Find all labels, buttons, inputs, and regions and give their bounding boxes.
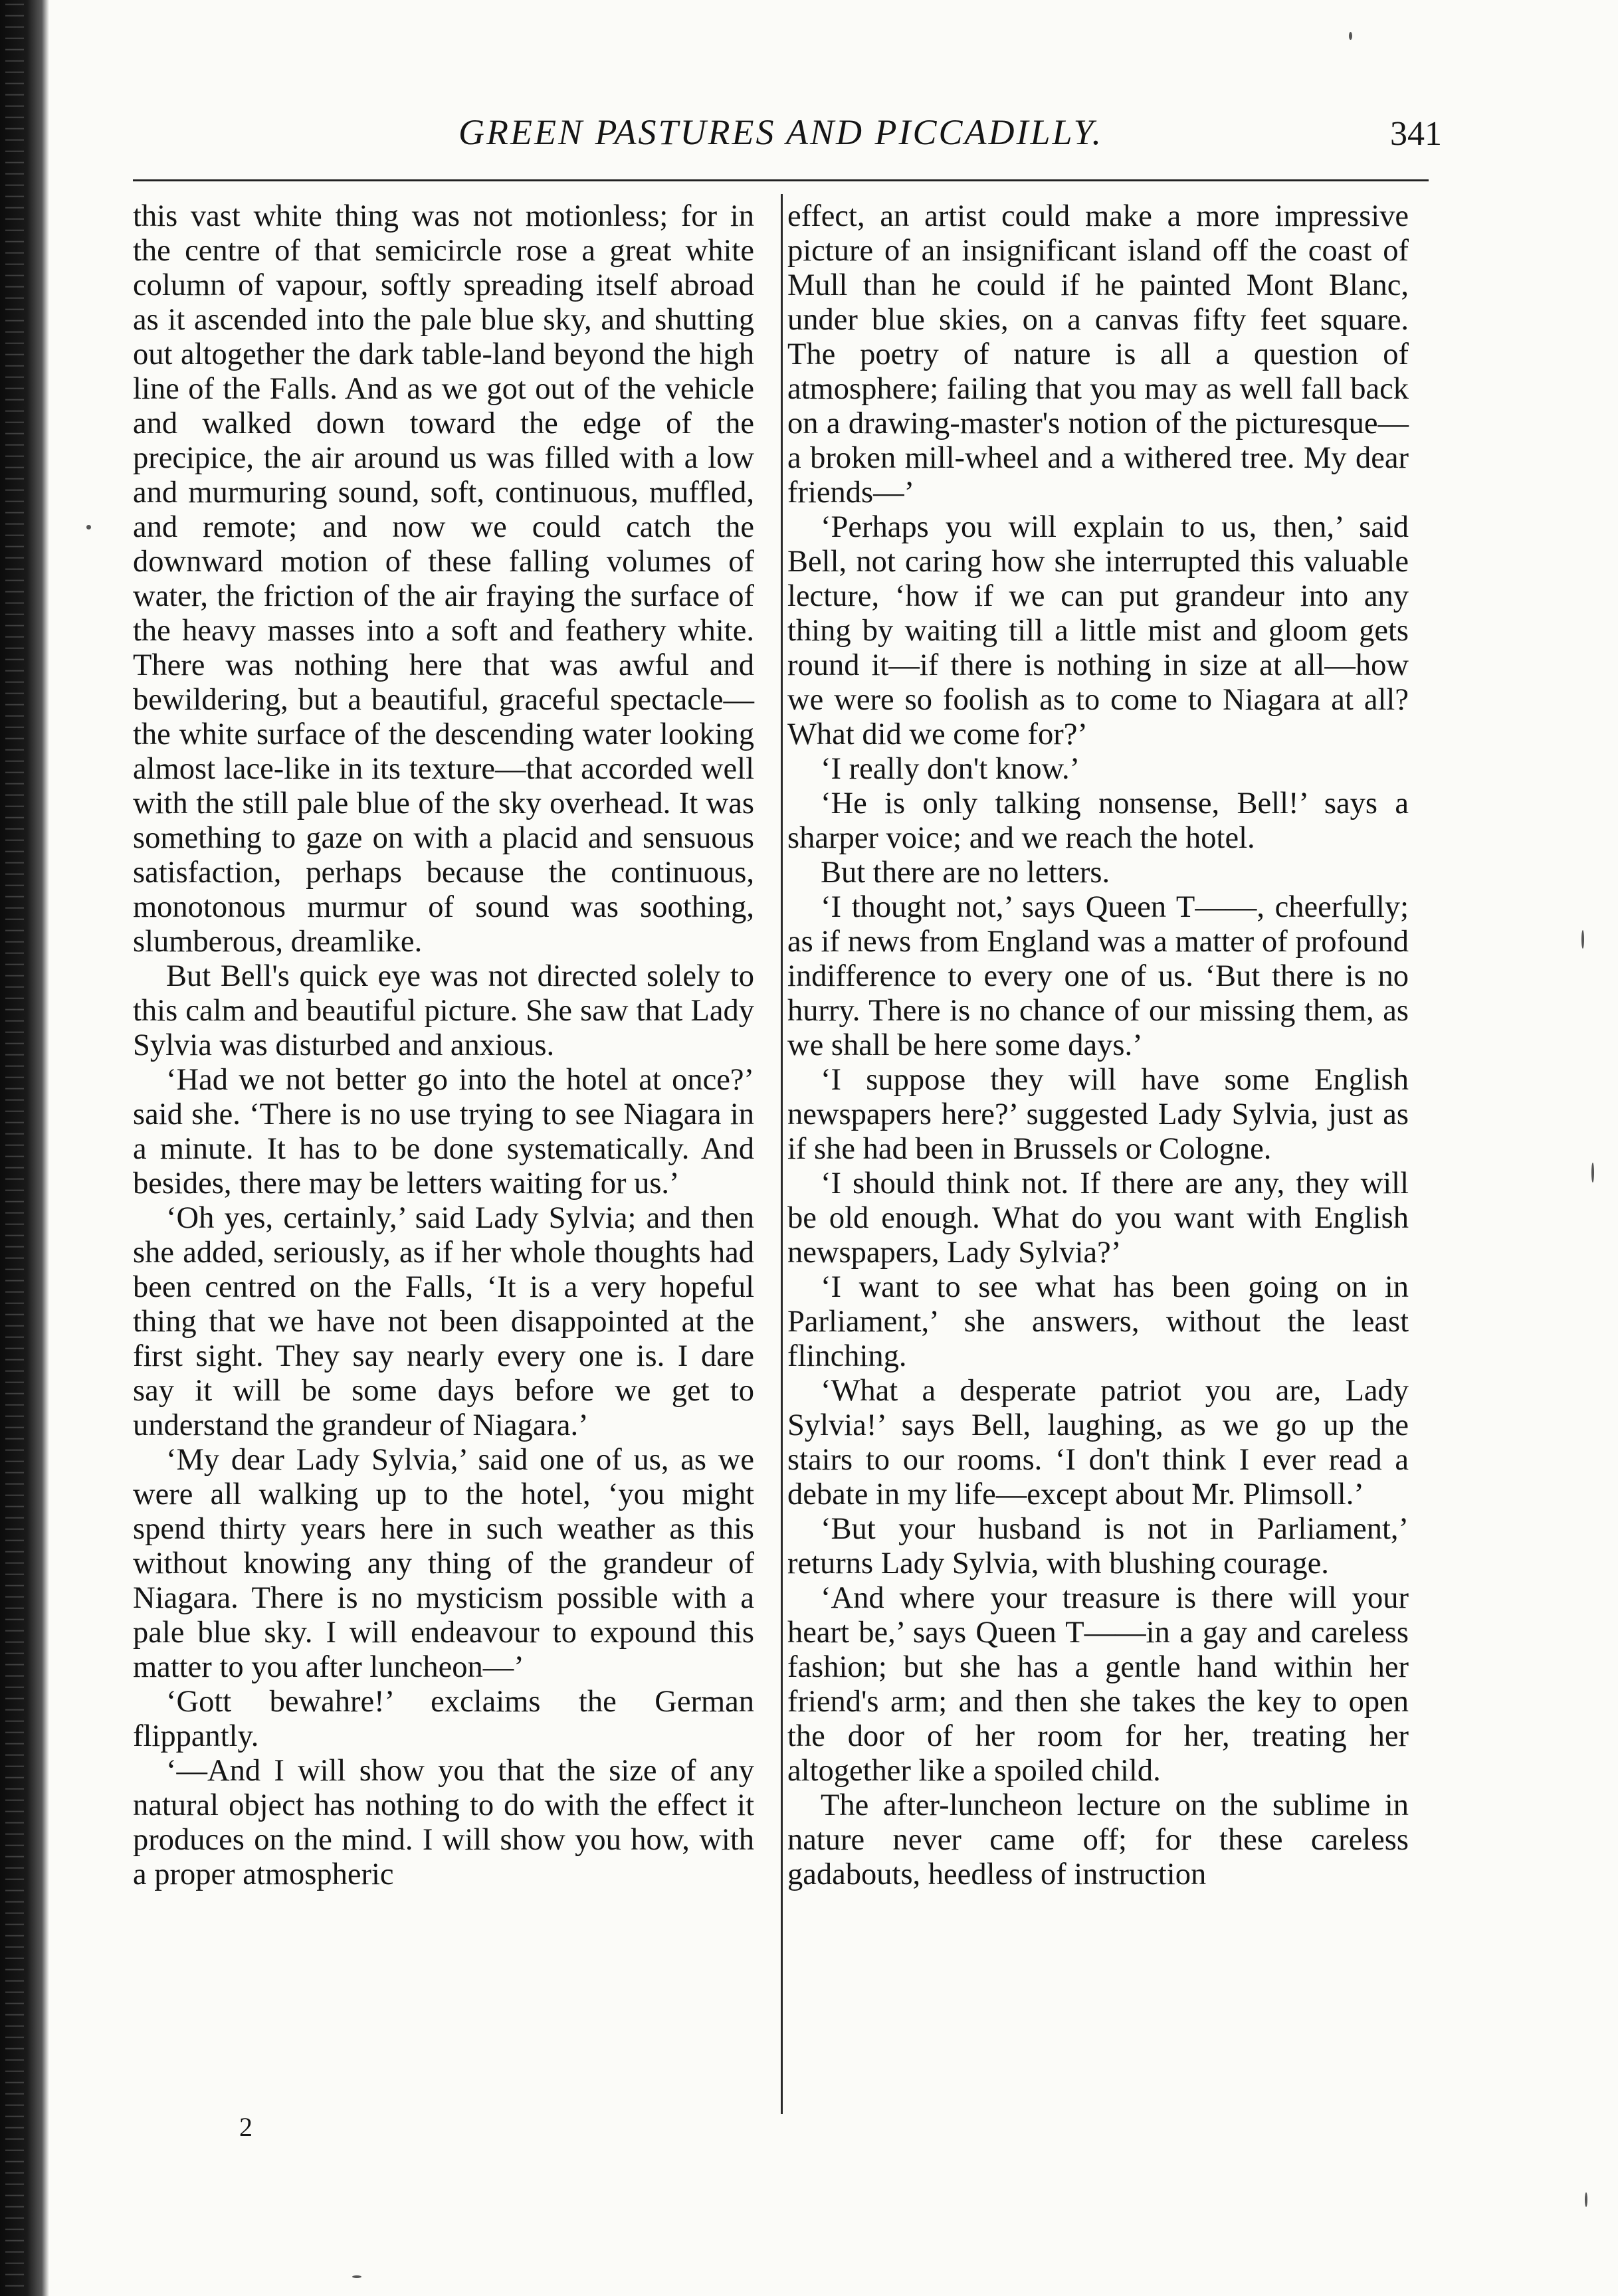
paragraph: ‘I suppose they will have some English newspapers here?’ suggested Lady Sylvia, just as if she had been in Brussels or Cologne.	[787, 1063, 1409, 1166]
scan-speck	[352, 2275, 361, 2278]
header-rule	[133, 179, 1429, 181]
paragraph: ‘I should think not. If there are any, they will be old enough. What do you want with English newspapers, Lady Sylvia?’	[787, 1167, 1409, 1270]
paragraph: ‘My dear Lady Sylvia,’ said one of us, as we were all walking up to the hotel, ‘you might spend thirty years here in such weather as this without knowing any thing of the grandeur of Niagara. There is no mysticism possible with a pale blue sky. I will endeavour to expound this matter to you after luncheon—’	[133, 1443, 754, 1684]
paragraph: ‘But your husband is not in Parliament,’ returns Lady Sylvia, with blushing courage.	[787, 1512, 1409, 1580]
paragraph: ‘Had we not better go into the hotel at once?’ said she. ‘There is no use trying to see Niagara in a minute. It has to be done systematically. And besides, there may be letters waiting for us.’	[133, 1063, 754, 1200]
scan-speck	[1585, 2192, 1587, 2207]
paragraph: ‘He is only talking nonsense, Bell!’ says a sharper voice; and we reach the hotel.	[787, 787, 1409, 855]
paragraph: The after-luncheon lecture on the sublime in nature never came off; for these careless gadabouts, heedless of instruction	[787, 1788, 1409, 1891]
book-binding-edge	[0, 0, 49, 2296]
paragraph: ‘Perhaps you will explain to us, then,’ said Bell, not caring how she interrupted this valuable lecture, ‘how if we can put grandeur into any thing by waiting till a little mist and gloom gets round it—if there is nothing in size at all—how we were so foolish as to come to Niagara at all? What did we come for?’	[787, 510, 1409, 751]
paragraph: this vast white thing was not motionless; for in the centre of that semicircle rose a great white column of vapour, softly spreading itself abroad as it ascended into the pale blue sky, and shutting out altogether the dark table-land beyond the high line of the Falls. And as we got out of the vehicle and walked down toward the edge of the precipice, the air around us was filled with a low and murmuring sound, soft, continuous, muffled, and remote; and now we could catch the downward motion of these falling volumes of water, the friction of the air fraying the surface of the heavy masses into a soft and feathery white. There was nothing here that was awful and bewildering, but a beautiful, graceful spectacle—the white surface of the descending water looking almost lace-like in its texture—that accorded well with the still pale blue of the sky overhead. It was something to gaze on with a placid and sensuous satisfaction, perhaps because the continuous, monotonous murmur of sound was soothing, slumberous, dreamlike.	[133, 199, 754, 959]
running-title: GREEN PASTURES AND PICCADILLY.	[458, 112, 1104, 152]
paragraph: ‘Gott bewahre!’ exclaims the German flippantly.	[133, 1685, 754, 1753]
paragraph: But Bell's quick eye was not directed solely to this calm and beautiful picture. She saw that Lady Sylvia was disturbed and anxious.	[133, 959, 754, 1062]
page-header	[133, 112, 1442, 165]
paragraph: ‘I want to see what has been going on in Parliament,’ she answers, without the least flinching.	[787, 1270, 1409, 1373]
paragraph: ‘Oh yes, certainly,’ said Lady Sylvia; and then she added, seriously, as if her whole thoughts had been centred on the Falls, ‘It is a very hopeful thing that we have not been disappointed at the first sight. They say nearly every one is. I dare say it will be some days before we get to understand the grandeur of Niagara.’	[133, 1201, 754, 1442]
paragraph: ‘I thought not,’ says Queen T——, cheerfully; as if news from England was a matter of profound indifference to every one of us. ‘But there is no hurry. There is no chance of our missing them, as we shall be here some days.’	[787, 890, 1409, 1062]
column-divider	[781, 194, 783, 2114]
paragraph: But there are no letters.	[821, 856, 1110, 890]
scan-speck	[86, 525, 91, 529]
paragraph: ‘—And I will show you that the size of any natural object has nothing to do with the effect it produces on the mind. I will show you how, with a proper atmospheric	[133, 1754, 754, 1891]
paragraph: effect, an artist could make a more impressive picture of an insignificant island off the coast of Mull than he could if he painted Mont Blanc, under blue skies, on a canvas fifty feet square. The poetry of nature is all a question of atmosphere; failing that you may as well fall back on a drawing-master's notion of the picturesque—a broken mill-wheel and a withered tree. My dear friends—’	[787, 199, 1409, 510]
paragraph: ‘What a desperate patriot you are, Lady Sylvia!’ says Bell, laughing, as we go up the stairs to our rooms. ‘I don't think I ever read a debate in my life—except about Mr. Plimsoll.’	[787, 1374, 1409, 1511]
left-column	[133, 199, 754, 1892]
scan-speck	[1591, 1163, 1594, 1183]
paragraph: ‘And where your treasure is there will your heart be,’ says Queen T——in a gay and careless fashion; but she has a gentle hand within her friend's arm; and then she takes the key to open the door of her room for her, treating her altogether like a spoiled child.	[787, 1581, 1409, 1788]
scan-speck	[1581, 930, 1584, 949]
printer-signature-mark: 2	[239, 2112, 253, 2142]
page-number: 341	[1390, 115, 1442, 153]
right-column	[787, 199, 1409, 1892]
paragraph: ‘I really don't know.’	[821, 752, 1080, 786]
scan-speck	[1349, 32, 1352, 40]
